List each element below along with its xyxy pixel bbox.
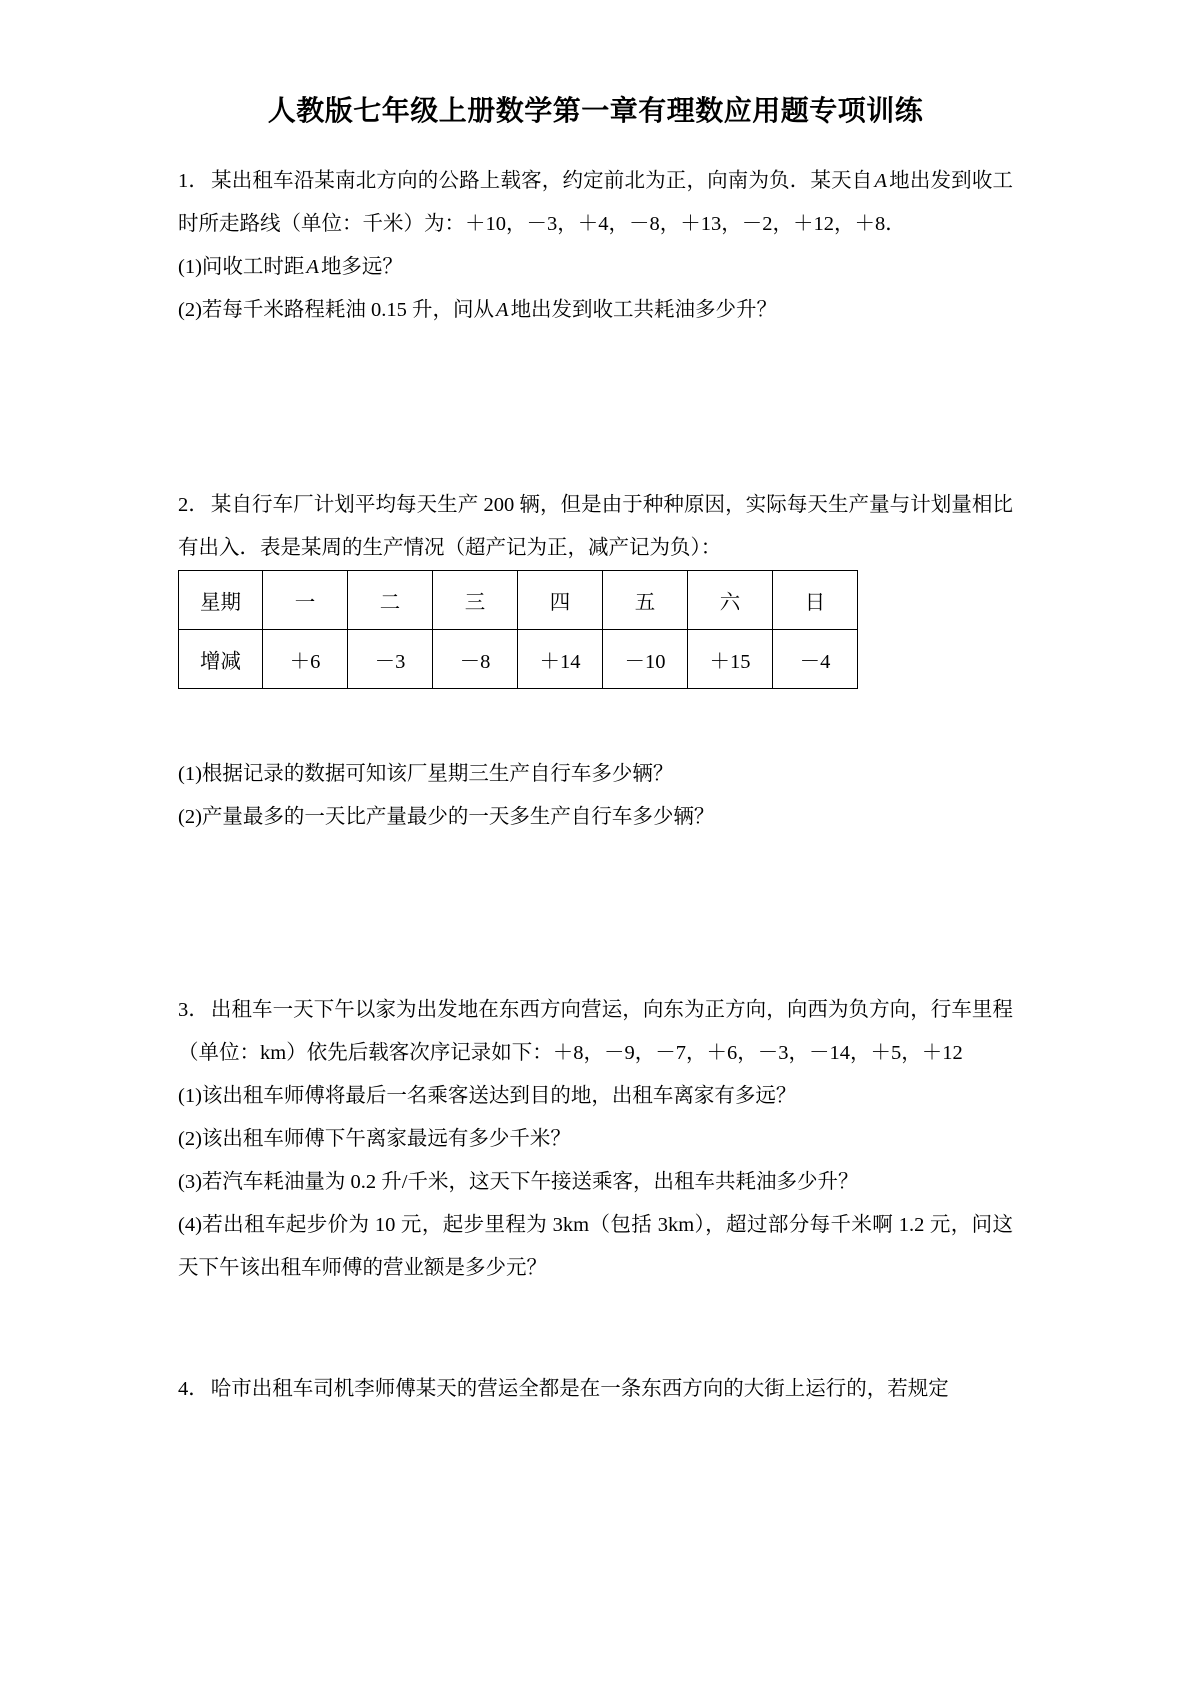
problem-3 xyxy=(178,989,1013,1290)
problem-2-sub-1: (1)根据记录的数据可知该厂星期三生产自行车多少辆？ xyxy=(178,762,674,785)
table-value-day-4: ＋14 xyxy=(518,629,603,688)
problem-2-stem xyxy=(178,484,1013,570)
table-value-day-3: －8 xyxy=(433,629,518,688)
problem-2-subquestions xyxy=(178,753,1013,839)
problem-3-sub-1: (1)该出租车师傅将最后一名乘客送达到目的地，出租车离家有多远？ xyxy=(178,1084,797,1107)
problem-2-stem-text: 某自行车厂计划平均每天生产 200 辆，但是由于种种原因，实际每天生产量与计划量相比有出入．表是某周的生产情况（超产记为正，减产记为负）： xyxy=(178,493,1014,559)
table-value-day-5: －10 xyxy=(603,629,688,688)
table-header-day-2: 二 xyxy=(348,570,433,629)
production-table-wrapper xyxy=(178,570,1013,689)
page-title: 人教版七年级上册数学第一章有理数应用题专项训练 xyxy=(267,94,924,127)
page-content xyxy=(178,0,1013,1411)
problem-4-number: 4． xyxy=(178,1377,209,1400)
problem-1-sub-2-post: 地出发到收工共耗油多少升？ xyxy=(510,298,778,321)
table-row-values xyxy=(179,629,858,688)
table-value-day-1: ＋6 xyxy=(263,629,348,688)
problem-1-sub-2-pre: (2)若每千米路程耗油 0.15 升，问从 xyxy=(178,298,495,321)
problem-4-stem xyxy=(178,1368,1013,1411)
problem-1-stem-part2: 地出发到收工时所走路线（单位：千米）为：＋10，－3，＋4，－8，＋13，－2，＋12，＋8． xyxy=(178,169,1014,235)
spacer-after-title xyxy=(178,128,1013,160)
problem-1-variable-a: A xyxy=(874,169,887,192)
production-table xyxy=(178,570,858,689)
problem-2-number: 2． xyxy=(178,493,209,516)
table-header-day-4: 四 xyxy=(518,570,603,629)
problem-3-number: 3． xyxy=(178,998,209,1021)
problem-1-stem-part1: 某出租车沿某南北方向的公路上载客，约定前北为正，向南为负．某天自 xyxy=(211,169,873,192)
problem-1-sub-2-variable: A xyxy=(496,298,509,321)
table-value-day-6: ＋15 xyxy=(688,629,773,688)
problem-3-sub-2: (2)该出租车师傅下午离家最远有多少千米？ xyxy=(178,1127,571,1150)
table-header-label: 星期 xyxy=(179,570,263,629)
problem-2-sub-2: (2)产量最多的一天比产量最少的一天多生产自行车多少辆？ xyxy=(178,805,715,828)
table-header-day-3: 三 xyxy=(433,570,518,629)
table-header-day-6: 六 xyxy=(688,570,773,629)
problem-1-sub-2 xyxy=(178,289,1013,332)
problem-1 xyxy=(178,160,1013,332)
answer-space-3 xyxy=(178,1290,1013,1368)
answer-space-1 xyxy=(178,332,1013,484)
problem-1-sub-1-variable: A xyxy=(306,255,319,278)
problem-2 xyxy=(178,484,1013,570)
problem-1-sub-1 xyxy=(178,246,1013,289)
problem-3-stem-text: 出租车一天下午以家为出发地在东西方向营运，向东为正方向，向西为负方向，行车里程（单位：km）依先后载客次序记录如下：＋8，－9，－7，＋6，－3，－14，＋5，＋12 xyxy=(178,998,1014,1064)
problem-1-stem xyxy=(178,160,1013,246)
answer-space-2 xyxy=(178,839,1013,989)
problem-3-sub-3: (3)若汽车耗油量为 0.2 升/千米，这天下午接送乘客，出租车共耗油多少升？ xyxy=(178,1170,859,1193)
problem-3-stem xyxy=(178,989,1013,1075)
table-header-day-1: 一 xyxy=(263,570,348,629)
spacer-after-table xyxy=(178,689,1013,753)
table-value-day-7: －4 xyxy=(773,629,858,688)
problem-3-sub-4: (4)若出租车起步价为 10 元，起步里程为 3km（包括 3km），超过部分每千米啊 1.2 元，问这天下午该出租车师傅的营业额是多少元？ xyxy=(178,1213,1013,1279)
table-header-day-7: 日 xyxy=(773,570,858,629)
problem-1-number: 1． xyxy=(178,169,210,192)
problem-4-stem-text: 哈市出租车司机李师傅某天的营运全都是在一条东西方向的大街上运行的，若规定 xyxy=(210,1377,949,1400)
table-row-header xyxy=(179,570,858,629)
problem-1-sub-1-post: 地多远？ xyxy=(320,255,403,278)
problem-1-sub-1-pre: (1)问收工时距 xyxy=(178,255,305,278)
table-header-day-5: 五 xyxy=(603,570,688,629)
table-value-day-2: －3 xyxy=(348,629,433,688)
problem-4 xyxy=(178,1368,1013,1411)
table-value-label: 增减 xyxy=(179,629,263,688)
